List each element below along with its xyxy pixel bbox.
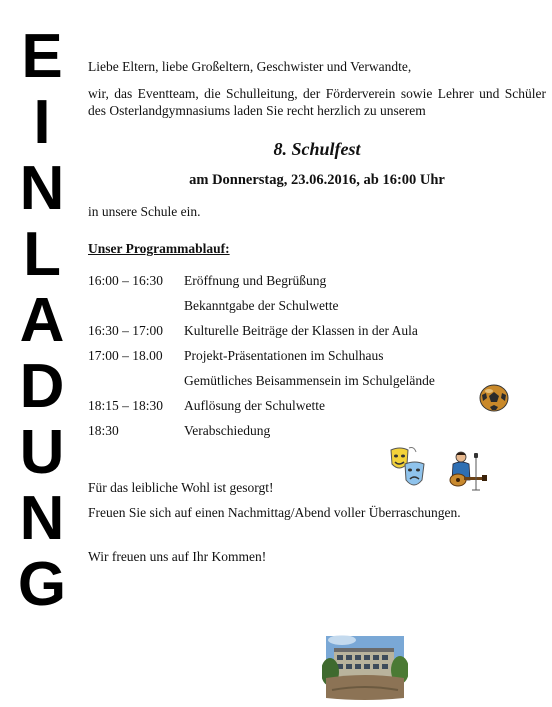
food-line: Für das leibliche Wohl ist gesorgt! xyxy=(88,480,274,495)
program-time: 16:30 – 17:00 xyxy=(88,323,164,338)
vertical-letter: I xyxy=(33,88,51,157)
vertical-letter: G xyxy=(17,550,67,619)
soccer-ball-icon xyxy=(478,383,510,413)
event-date: am Donnerstag, 23.06.2016, ab 16:00 Uhr xyxy=(189,172,445,188)
program-row xyxy=(88,343,546,368)
intro-paragraph: wir, das Eventteam, die Schulleitung, der Förderverein sowie Lehrer und Schüler des Osterlandgymnasiums laden Sie recht herzlich zu unserem xyxy=(88,86,546,118)
program-item: Auflösung der Schulwette xyxy=(184,398,325,413)
vertical-letter: N xyxy=(19,154,65,223)
vertical-title-einladung xyxy=(6,24,78,618)
program-item: Kulturelle Beiträge der Klassen in der Aula xyxy=(184,323,418,338)
program-heading: Unser Programmablauf: xyxy=(88,241,230,256)
program-item: Projekt-Präsentationen im Schulhaus xyxy=(184,348,384,363)
program-time: 16:00 – 16:30 xyxy=(88,273,164,288)
theater-masks-icon xyxy=(388,446,428,492)
program-row xyxy=(88,418,546,443)
closing-line: Wir freuen uns auf Ihr Kommen! xyxy=(88,549,267,564)
program-row xyxy=(88,318,546,343)
vertical-letter: L xyxy=(23,220,61,289)
program-item: Eröffnung und Begrüßung xyxy=(184,273,327,288)
program-time: 18:15 – 18:30 xyxy=(88,398,164,413)
program-list xyxy=(88,268,546,443)
program-item: Bekanntgabe der Schulwette xyxy=(184,298,339,313)
guitar-player-icon xyxy=(444,450,490,492)
program-time: 18:30 xyxy=(88,423,119,438)
vertical-letter: D xyxy=(19,352,65,421)
vertical-letter: A xyxy=(19,286,65,355)
program-item: Verabschiedung xyxy=(184,423,271,438)
vertical-letter: U xyxy=(19,418,65,487)
event-title: 8. Schulfest xyxy=(273,139,361,159)
program-item: Gemütliches Beisammensein im Schulgelände xyxy=(184,373,435,388)
invite-line: in unsere Schule ein. xyxy=(88,204,201,219)
school-building-photo xyxy=(322,632,408,704)
surprise-line: Freuen Sie sich auf einen Nachmittag/Abend voller Überraschungen. xyxy=(88,505,461,520)
greeting: Liebe Eltern, liebe Großeltern, Geschwister und Verwandte, xyxy=(88,59,412,74)
vertical-letter: E xyxy=(21,22,63,91)
program-time: 17:00 – 18.00 xyxy=(88,348,163,363)
vertical-letter: N xyxy=(19,484,65,553)
program-row xyxy=(88,268,546,293)
program-row xyxy=(88,293,546,318)
